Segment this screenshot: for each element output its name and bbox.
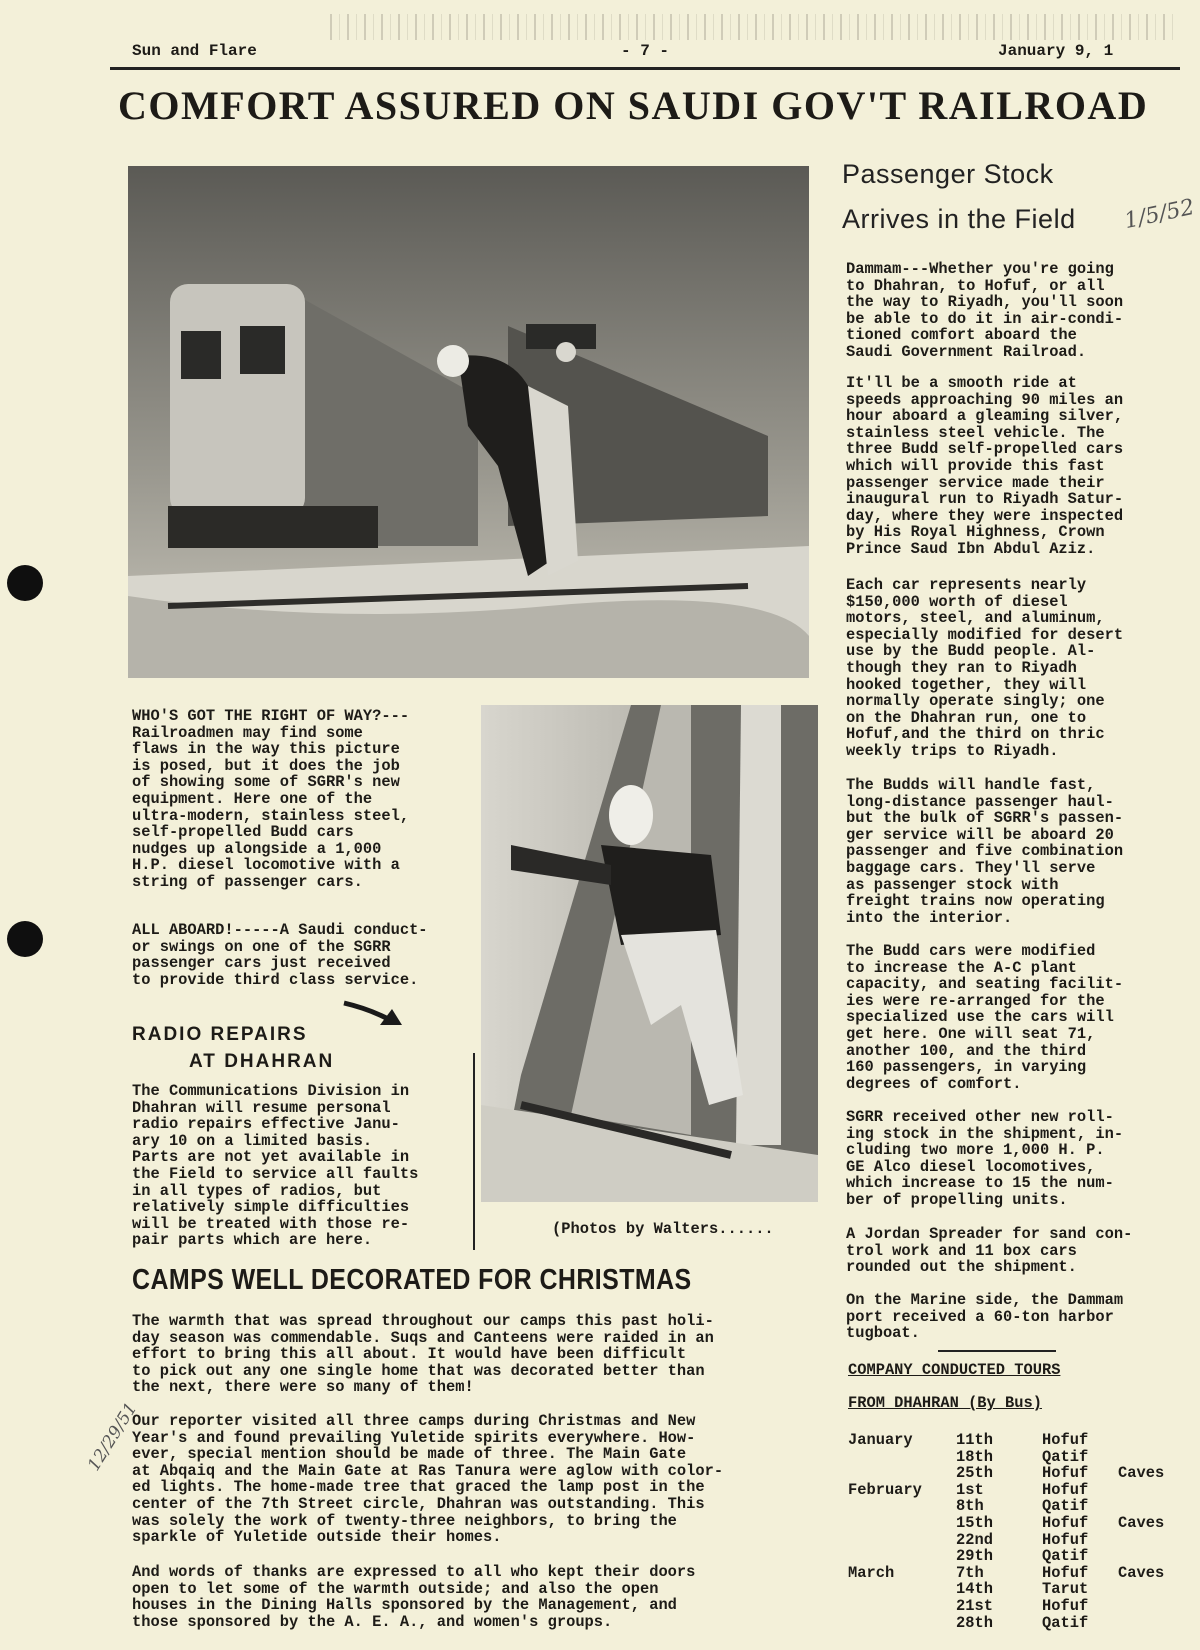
tour-date: 21st [956, 1596, 993, 1615]
conductor-photo [481, 705, 818, 1202]
tour-destination: Qatif [1042, 1497, 1089, 1516]
tour-destination: Qatif [1042, 1613, 1089, 1632]
tours-row [848, 1465, 1164, 1482]
tours-row [848, 1581, 1164, 1598]
side-article-paragraph: The Budd cars were modified to increase the A-C plant capacity, and seating facilit- ies were re-arranged for the specialized use the cars will get here. One will seat 71, another 100, and the third 160 passengers, in varying degrees of comfort. [846, 942, 1124, 1093]
tours-row [848, 1565, 1164, 1582]
side-article-title-line2: Arrives in the Field [842, 204, 1076, 234]
camps-paragraph: And words of thanks are expressed to all who kept their doors open to let some of the warmth outside; and also the open houses in the Dining Halls sponsored by the Management, and those sponsored by the A. E. A., and women's groups. [132, 1563, 696, 1631]
tour-destination: Tarut [1042, 1580, 1089, 1599]
tour-destination: Hofuf [1042, 1431, 1089, 1449]
tour-extra: Caves [1118, 1464, 1165, 1483]
print-texture [330, 14, 1180, 40]
side-article-paragraph: It'll be a smooth ride at speeds approaching 90 miles an hour aboard a gleaming silver, stainless steel vehicle. The three Budd self-propelled cars which will provide this fast passenger service made their inaugural run to Riyadh Satur- day, where they were inspected by His Royal Highness, Crown Prince Saud Ibn Abdul Aziz. [846, 374, 1124, 558]
side-article-paragraph: A Jordan Spreader for sand con- trol work and 11 box cars rounded out the shipment. [846, 1225, 1133, 1277]
radio-heading-line2: AT DHAHRAN [189, 1051, 335, 1072]
tour-destination: Hofuf [1042, 1596, 1089, 1615]
camps-paragraph: The warmth that was spread throughout our camps this past holi- day season was commendable. Suqs and Canteens were raided in an effort to bring this all about. It would have been difficult to pick out any one single home that was decorated better than the next, there were so many of them! [132, 1312, 714, 1397]
tours-row [848, 1432, 1164, 1449]
column-divider [473, 1053, 475, 1250]
tour-destination: Qatif [1042, 1547, 1089, 1566]
tour-destination: Hofuf [1042, 1513, 1089, 1532]
tour-destination: Hofuf [1042, 1480, 1089, 1499]
tour-month [848, 1548, 956, 1565]
tour-month [848, 1498, 956, 1515]
right-of-way-caption: WHO'S GOT THE RIGHT OF WAY?--- Railroadmen may find some flaws in the way this picture is posed, but it does the job of showing some of SGRR's new equipment. Here one of the ultra-modern, stainless steel, self-propelled Budd cars nudges up alongside a 1,000 H.P. diesel locomotive with a string of passenger cars. [132, 707, 410, 891]
photo-credit: (Photos by Walters...... [552, 1220, 774, 1238]
tour-date: 15th [956, 1513, 993, 1532]
tours-row [848, 1548, 1164, 1565]
tours-divider [938, 1350, 1056, 1352]
side-article-paragraph: The Budds will handle fast, long-distance passenger haul- but the bulk of SGRR's passen- ger service will be aboard 20 passenger and five combination baggage cars. They'll serve as passenger stock with freight trains now operating into the interior. [846, 776, 1124, 927]
tour-date: 29th [956, 1547, 993, 1566]
tour-date: 1st [956, 1480, 984, 1499]
camps-heading: CAMPS WELL DECORATED FOR CHRISTMAS [132, 1264, 692, 1296]
train-photo [128, 166, 809, 678]
tours-row [848, 1615, 1164, 1632]
tours-heading-line2: FROM DHAHRAN (By Bus) [848, 1394, 1042, 1412]
punch-hole [7, 565, 43, 601]
tours-row [848, 1598, 1164, 1615]
tours-heading-line1: COMPANY CONDUCTED TOURS [848, 1361, 1061, 1379]
tour-month [848, 1515, 956, 1532]
side-article-title-line1: Passenger Stock [842, 159, 1054, 189]
arrow-icon [340, 995, 406, 1036]
tour-date: 11th [956, 1431, 993, 1449]
tour-date: 28th [956, 1613, 993, 1632]
tour-month: February [848, 1480, 922, 1499]
punch-hole [7, 921, 43, 957]
all-aboard-caption: ALL ABOARD!-----A Saudi conduct- or swings on one of the SGRR passenger cars just received to provide third class service. [132, 921, 428, 989]
tour-month: March [848, 1563, 895, 1582]
tour-date: 18th [956, 1447, 993, 1466]
camps-paragraph: Our reporter visited all three camps during Christmas and New Year's and found prevailing Yuletide spirits everywhere. How- ever, special mention should be made of three. The Main Gate at Abqaiq and the Main Gate at Ras Tanura were aglow with color- ed lights. The home-made tree that graced the lamp post in the center of the 7th Street circle, Dhahran was outstanding. This was solely the work of twenty-three neighbors, to bring the sparkle of Yuletide outside their homes. [132, 1412, 724, 1547]
side-article-paragraph: SGRR received other new roll- ing stock in the shipment, in- cluding two more 1,000 H. P. GE Alco diesel locomotives, which increase to 15 the num- ber of propelling units. [846, 1108, 1124, 1209]
issue-date: January 9, 1 [998, 42, 1114, 60]
tour-destination: Hofuf [1042, 1530, 1089, 1549]
page-number: - 7 - [621, 42, 670, 60]
tour-extra: Caves [1118, 1513, 1165, 1532]
tour-month: January [848, 1431, 913, 1449]
tours-schedule [848, 1432, 1164, 1631]
tour-extra: Caves [1118, 1563, 1165, 1582]
tour-date: 22nd [956, 1530, 993, 1549]
radio-heading-line1: RADIO REPAIRS [132, 1024, 308, 1045]
side-article-handwritten-note: 1/5/52 [1122, 194, 1197, 235]
tour-date: 25th [956, 1464, 993, 1483]
tour-destination: Hofuf [1042, 1563, 1089, 1582]
tours-row [848, 1515, 1164, 1532]
tour-date: 7th [956, 1563, 984, 1582]
tour-month [848, 1581, 956, 1598]
side-article-paragraph: Dammam---Whether you're going to Dhahran, to Hofuf, or all the way to Riyadh, you'll soon be able to do it in air-condi- tioned comfort aboard the Saudi Government Railroad. [846, 260, 1124, 361]
camps-handwritten-note: 12/29/51 [84, 1399, 142, 1475]
tours-row [848, 1449, 1164, 1466]
tours-row [848, 1532, 1164, 1549]
tours-row [848, 1482, 1164, 1499]
tour-date: 14th [956, 1580, 993, 1599]
radio-body: The Communications Division in Dhahran will resume personal radio repairs effective Janu- ary 10 on a limited basis. Parts are not yet available in the Field to service all faults in all types of radios, but relatively simple difficulties will be treated with those re- pair parts which are here. [132, 1082, 419, 1250]
tour-month [848, 1465, 956, 1482]
publication-name: Sun and Flare [132, 42, 257, 60]
header-rule [110, 67, 1180, 70]
tour-destination: Qatif [1042, 1447, 1089, 1466]
page-headline: COMFORT ASSURED ON SAUDI GOV'T RAILROAD [118, 83, 1149, 128]
side-article-paragraph: Each car represents nearly $150,000 worth of diesel motors, steel, and aluminum, especially modified for desert use by the Budd people. Al- though they ran to Riyadh hooked together, they will normally operate singly; one on the Dhahran run, one to Hofuf,and the third on thric weekly trips to Riyadh. [846, 576, 1124, 760]
tours-row [848, 1498, 1164, 1515]
tour-month [848, 1598, 956, 1615]
tour-month [848, 1449, 956, 1466]
tour-date: 8th [956, 1497, 984, 1516]
tour-month [848, 1532, 956, 1549]
tour-month [848, 1615, 956, 1632]
tour-destination: Hofuf [1042, 1464, 1089, 1483]
side-article-paragraph: On the Marine side, the Dammam port received a 60-ton harbor tugboat. [846, 1291, 1124, 1343]
